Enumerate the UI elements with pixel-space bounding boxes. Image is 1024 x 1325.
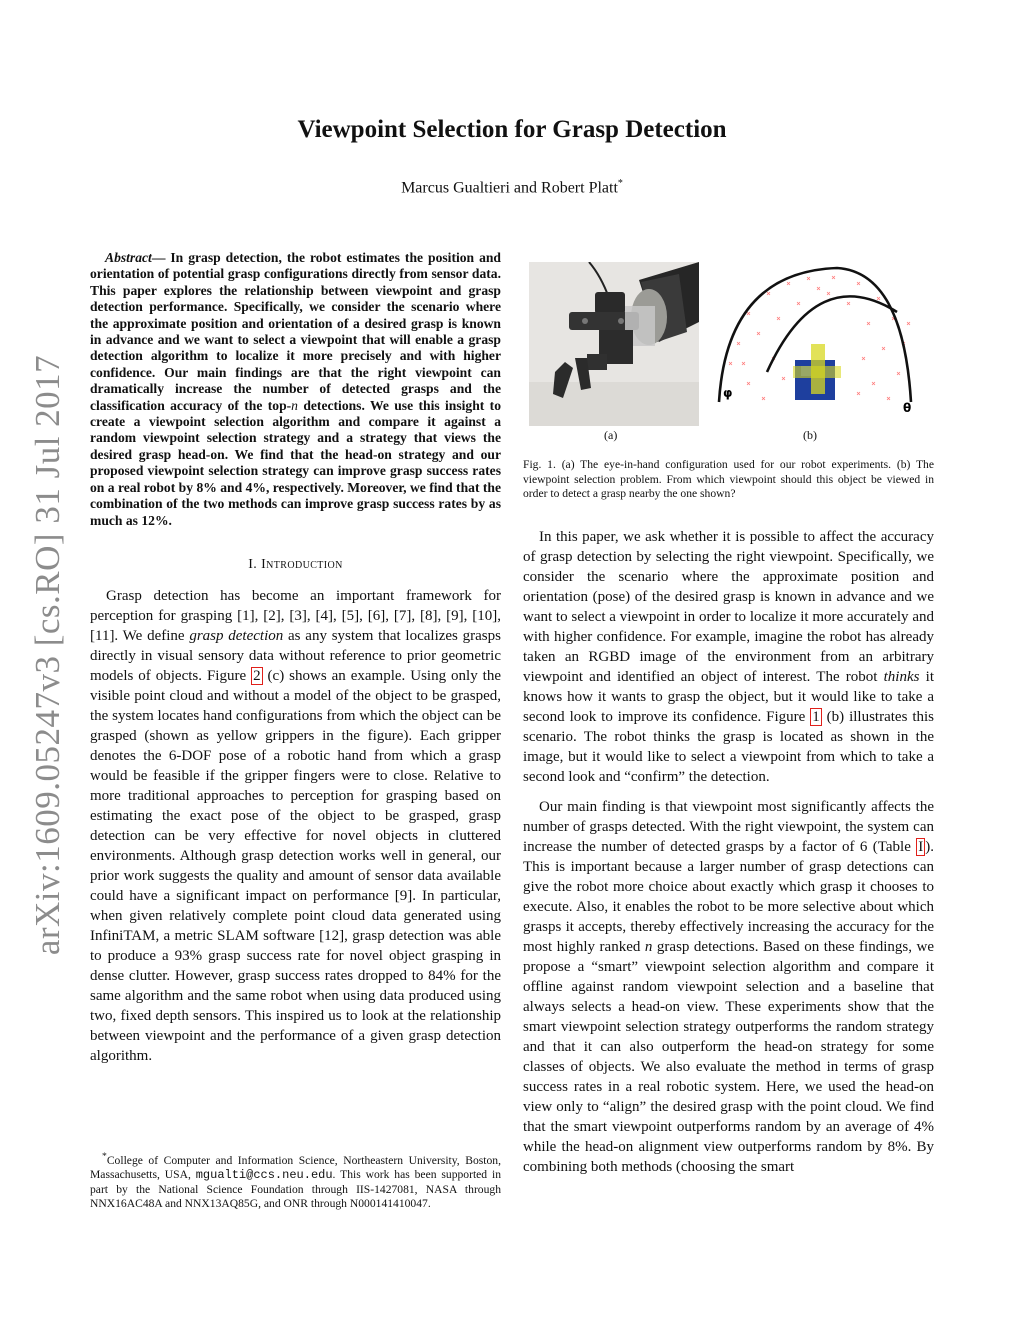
intro-text-2: as any system that localizes grasps directly in visual sensory data without reference to prior geometric models of objects. Figure: [90, 627, 501, 684]
figure-1: [523, 262, 934, 500]
footnote: [90, 1150, 501, 1212]
section-heading-introduction: I. Introduction: [248, 556, 343, 572]
abstract-text-2: detections. We use this insight to create a viewpoint selection algorithm and compare it against a random viewpoint selection strategy and a strategy that views the desired grasp head-on. We find that the head-on strategy and our proposed viewpoint selection strategy can improve grasp success rates on a real robot by 8% and 4%, respectively. Moreover, we find that the combination of the two methods can improve grasp success rates by as much as 12%.: [90, 397, 501, 528]
right-paragraph-1: [523, 527, 934, 787]
intro-paragraph: [90, 586, 501, 1066]
viewpoint-sphere-diagram: [707, 262, 927, 426]
right-column: [523, 527, 934, 1177]
subfigure-a-label: (a): [604, 428, 618, 442]
arxiv-stamp: [18, 354, 78, 956]
footnote-text-2: . This work has been supported in part by the National Science Foundation through IIS-1427081, NASA through NNX16AC48A and NNX13AQ85G, and ONR through N000141410047.: [90, 1168, 501, 1211]
author-footnote-mark: *: [617, 178, 623, 189]
author-line: [0, 178, 1024, 197]
footnote-text-1: College of Computer and Information Science, Northeastern University, Boston, Massachusetts, USA,: [90, 1153, 501, 1182]
intro-text-3: (c) shows an example. Using only the visible point cloud and without a model of the object to be grasped, the system locates hand configurations from which the object can be grasped (shown as yellow grippers in the figure). Each gripper denotes the 6-DOF pose of a robotic hand from which a grasp would be feasible if the gripper fingers were to close. Relative to more traditional approaches to perception for grasping based on estimating the exact pose of the object to be grasped, grasp detection can be very effective for novel objects in cluttered environments. Although grasp detection works well in general, our prior work suggests the quality and amount of sensor data available could have a significant impact on performance [9]. In particular, when given relatively complete point cloud data generated using InfiniTAM, a metric SLAM software [12], grasp detection was able to produce a 93% grasp success rate for novel object grasping in dense clutter. However, grasp success rates dropped to 84% for the same algorithm and the same robot when using data produced using two, fixed depth sensors. This inspired us to look at the relationship between viewpoint and the performance of a given grasp detection algorithm.: [90, 667, 502, 1064]
intro-emphasis: grasp detection: [189, 627, 284, 644]
robot-photo: [529, 262, 699, 426]
figure-caption: Fig. 1. (a) The eye-in-hand configuration used for our robot experiments. (b) The viewpoint selection problem. From which viewpoint should this object be viewed in order to detect a grasp nearby the one shown?: [523, 458, 934, 500]
rp2-text-2: ). This is important because a larger number of grasp detections can give the robot more choice about exactly which grasp it chooses to execute. Also, it enables the robot to be more selective about which grasps it accepts, thereby effectively increasing the accuracy for the most highly ranked: [523, 839, 934, 955]
abstract-label: Abstract: [105, 250, 152, 265]
intro-text-1: Grasp detection has become an important framework for perception for grasping [1], [2], [3], [4], [5], [6], [7], [8], [9], [10], [11]. We define: [90, 587, 501, 644]
abstract: [90, 250, 501, 529]
arxiv-stamp-text: arXiv:1609.05247v3 [cs.RO] 31 Jul 2017: [28, 354, 67, 956]
table-1-link[interactable]: I: [918, 839, 924, 855]
subfigure-b-label: (b): [803, 428, 817, 442]
theta-label: θ: [903, 401, 912, 415]
rp2-text-3: grasp detections. Based on these findings, we propose a “smart” viewpoint selection algorithm and compare it offline against random viewpoint selection and a baseline that always selects a head-on view. These experiments show that the smart viewpoint selection strategy outperforms the random strategy and that it can also outperform the head-on strategy for some classes of objects. We also evaluate the method in terms of grasp success rates in a real robotic system. Here, we used the head-on view only to “align” the desired grasp with the point cloud. We find that the smart viewpoint outperforms random by an average of 4% while the head-on alignment view outperforms random by 8%. By combining both methods (choosing the smart: [523, 939, 934, 1175]
abstract-text-1: — In grasp detection, the robot estimates the position and orientation of potential grasp configurations directly from sensor data. This paper explores the relationship between viewpoint and grasp detection performance. Specifically, we consider the scenario where the approximate position and orientation of a desired grasp is known in advance and we want to select a viewpoint that will enable a grasp detection algorithm to localize it more precisely and with higher confidence. Our main findings are that the right viewpoint can dramatically increase the number of detected grasps and the classification accuracy of the top-: [90, 250, 501, 413]
rp2-text-1: Our main finding is that viewpoint most significantly affects the number of grasps detected. With the right viewpoint, the system can increase the number of detected grasps by a factor of 6 (Table: [523, 799, 934, 855]
abstract-n: n: [291, 397, 298, 413]
footnote-mark: *: [102, 1151, 107, 1162]
rp2-n: n: [644, 939, 653, 955]
right-paragraph-2: [523, 797, 934, 1177]
rp1-text-2: it knows how it wants to grasp the object, but it would like to take a second look to improve its confidence. Figure: [523, 669, 934, 725]
figure-2-link[interactable]: 2: [253, 667, 261, 684]
figure-1-link[interactable]: 1: [812, 709, 820, 725]
rp1-emphasis: thinks: [883, 669, 920, 685]
paper-title: Viewpoint Selection for Grasp Detection: [297, 116, 727, 143]
left-column: [90, 250, 501, 1066]
authors: Marcus Gualtieri and Robert Platt: [401, 179, 618, 197]
rp1-text-1: In this paper, we ask whether it is possible to affect the accuracy of grasp detection by selecting the right viewpoint. Specifically, we consider the scenario where the approximate position and orientation (pose) of the desired grasp is known in advance and we want to select a viewpoint in order to localize it more accurately and with higher confidence. For example, imagine the robot has already taken an RGBD image of the environment from an arbitrary viewpoint and identified an object of interest. The robot: [523, 529, 934, 685]
phi-label: φ: [723, 386, 733, 400]
rp1-text-3: (b) illustrates this scenario. The robot thinks the grasp is located as shown in the image, but it would like to select a viewpoint from which to take a second look and “confirm” the detection.: [523, 709, 934, 785]
footnote-email[interactable]: mgualti@ccs.neu.edu: [195, 1168, 333, 1183]
